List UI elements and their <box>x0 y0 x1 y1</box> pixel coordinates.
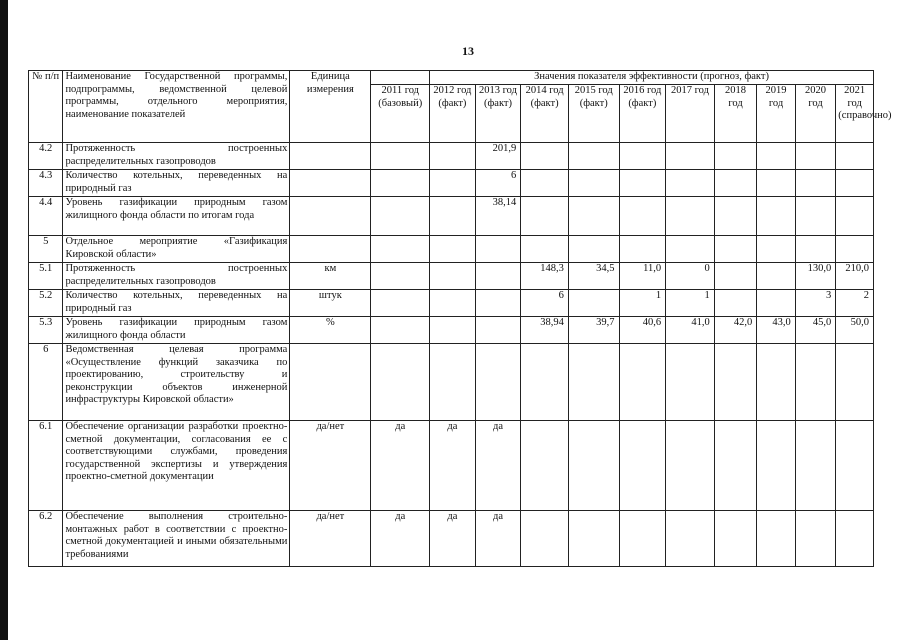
row-number: 4.2 <box>29 143 63 170</box>
row-unit: да/нет <box>290 421 371 511</box>
row-value-cell <box>521 197 569 236</box>
table-row <box>29 317 874 344</box>
row-value-cell <box>371 197 430 236</box>
row-value-cell: 38,14 <box>475 197 521 236</box>
row-value-cell <box>757 263 795 290</box>
row-value-cell: 3 <box>795 290 836 317</box>
row-value-cell: 0 <box>666 263 715 290</box>
row-number: 6.1 <box>29 421 63 511</box>
header-year-2020: 2020 год <box>795 85 836 143</box>
row-value-cell: да <box>371 511 430 567</box>
row-value-cell <box>619 236 666 263</box>
row-value-cell <box>795 344 836 421</box>
row-value-cell: 148,3 <box>521 263 569 290</box>
row-unit: % <box>290 317 371 344</box>
row-value-cell <box>714 421 757 511</box>
row-value-cell <box>666 236 715 263</box>
row-value-cell <box>666 197 715 236</box>
row-indicator-name: Обеспечение выполнения строительно-монтажных работ в соответствии с проектно-сметной документацией и иными обязательными требованиями <box>63 511 290 567</box>
table-row <box>29 511 874 567</box>
row-value-cell <box>666 170 715 197</box>
row-value-cell <box>371 170 430 197</box>
row-value-cell <box>666 143 715 170</box>
table-row <box>29 197 874 236</box>
row-value-cell <box>757 421 795 511</box>
row-value-cell <box>666 511 715 567</box>
row-value-cell <box>619 344 666 421</box>
header-blank-cell <box>371 71 430 85</box>
row-value-cell <box>714 197 757 236</box>
row-value-cell: 2 <box>836 290 874 317</box>
table-row <box>29 263 874 290</box>
row-value-cell: 40,6 <box>619 317 666 344</box>
header-unit: Единица измерения <box>290 71 371 143</box>
row-value-cell <box>430 143 476 170</box>
row-unit: да/нет <box>290 511 371 567</box>
row-unit <box>290 236 371 263</box>
row-value-cell: да <box>371 421 430 511</box>
row-value-cell: да <box>475 511 521 567</box>
row-number: 4.4 <box>29 197 63 236</box>
table-row <box>29 170 874 197</box>
table-row <box>29 344 874 421</box>
row-value-cell: да <box>475 421 521 511</box>
row-value-cell <box>568 344 619 421</box>
row-value-cell <box>714 236 757 263</box>
row-value-cell <box>430 170 476 197</box>
row-number: 6 <box>29 344 63 421</box>
row-value-cell <box>521 143 569 170</box>
row-number: 5.1 <box>29 263 63 290</box>
scan-edge-bar <box>0 0 8 640</box>
row-value-cell <box>619 511 666 567</box>
header-year-2016: 2016 год (факт) <box>619 85 666 143</box>
row-value-cell <box>371 344 430 421</box>
row-value-cell <box>836 170 874 197</box>
row-unit <box>290 170 371 197</box>
header-year-2021: 2021 год (справочно) <box>836 85 874 143</box>
row-value-cell <box>521 236 569 263</box>
row-value-cell: 11,0 <box>619 263 666 290</box>
row-number: 6.2 <box>29 511 63 567</box>
row-value-cell: 50,0 <box>836 317 874 344</box>
header-name: Наименование Государственной программы, подпрограммы, ведомственной целевой программы, отдельного мероприятия, наименование показателей <box>63 71 290 143</box>
row-unit: штук <box>290 290 371 317</box>
row-value-cell <box>714 344 757 421</box>
header-year-2015: 2015 год (факт) <box>568 85 619 143</box>
row-value-cell <box>757 170 795 197</box>
row-value-cell <box>757 344 795 421</box>
row-unit <box>290 143 371 170</box>
row-value-cell <box>836 143 874 170</box>
row-value-cell <box>757 290 795 317</box>
row-value-cell <box>795 197 836 236</box>
row-value-cell <box>430 344 476 421</box>
row-indicator-name: Количество котельных, переведенных на природный газ <box>63 290 290 317</box>
row-value-cell <box>430 197 476 236</box>
row-value-cell <box>666 344 715 421</box>
header-num: № п/п <box>29 71 63 143</box>
row-value-cell <box>568 197 619 236</box>
row-value-cell <box>619 170 666 197</box>
row-value-cell <box>475 344 521 421</box>
header-year-2019: 2019 год <box>757 85 795 143</box>
row-value-cell: 39,7 <box>568 317 619 344</box>
row-number: 5.2 <box>29 290 63 317</box>
row-indicator-name: Ведомственная целевая программа «Осуществление функций заказчика по проектированию, строительству и реконструкции объектов инженерной инфраструктуры Кировской области» <box>63 344 290 421</box>
row-value-cell <box>430 317 476 344</box>
row-value-cell <box>795 143 836 170</box>
row-value-cell: 210,0 <box>836 263 874 290</box>
row-value-cell <box>757 143 795 170</box>
page-number: 13 <box>462 44 474 58</box>
row-value-cell: 201,9 <box>475 143 521 170</box>
header-year-2017: 2017 год <box>666 85 715 143</box>
row-value-cell <box>795 170 836 197</box>
row-unit: км <box>290 263 371 290</box>
header-year-2012: 2012 год (факт) <box>430 85 476 143</box>
row-value-cell <box>757 236 795 263</box>
row-value-cell: 6 <box>475 170 521 197</box>
row-indicator-name: Протяженность построенных распределительных газопроводов <box>63 263 290 290</box>
row-value-cell <box>714 143 757 170</box>
row-value-cell <box>619 197 666 236</box>
row-value-cell <box>714 511 757 567</box>
row-value-cell <box>619 421 666 511</box>
row-value-cell <box>521 421 569 511</box>
row-indicator-name: Протяженность построенных распределительных газопроводов <box>63 143 290 170</box>
row-indicator-name: Количество котельных, переведенных на природный газ <box>63 170 290 197</box>
row-value-cell: 43,0 <box>757 317 795 344</box>
row-value-cell <box>757 511 795 567</box>
row-value-cell <box>836 511 874 567</box>
row-indicator-name: Обеспечение организации разработки проектно-сметной документации, согласования ее с соответствующими службами, проведения государственной экспертизы и утверждения проектно-сметной документации <box>63 421 290 511</box>
header-year-2013: 2013 год (факт) <box>475 85 521 143</box>
row-value-cell: 45,0 <box>795 317 836 344</box>
row-value-cell: 1 <box>619 290 666 317</box>
row-value-cell <box>795 511 836 567</box>
row-value-cell <box>795 236 836 263</box>
row-value-cell <box>568 236 619 263</box>
row-value-cell <box>475 290 521 317</box>
row-value-cell <box>430 263 476 290</box>
row-value-cell <box>371 236 430 263</box>
row-value-cell <box>568 290 619 317</box>
row-value-cell <box>371 290 430 317</box>
row-value-cell <box>714 290 757 317</box>
row-value-cell <box>568 170 619 197</box>
row-indicator-name: Отдельное мероприятие «Газификация Кировской области» <box>63 236 290 263</box>
row-value-cell <box>568 143 619 170</box>
header-values-title: Значения показателя эффективности (прогноз, факт) <box>430 71 874 85</box>
row-value-cell: да <box>430 511 476 567</box>
table-row <box>29 236 874 263</box>
row-number: 4.3 <box>29 170 63 197</box>
row-value-cell <box>619 143 666 170</box>
row-value-cell <box>568 511 619 567</box>
row-value-cell <box>521 511 569 567</box>
row-value-cell <box>521 344 569 421</box>
row-value-cell: 130,0 <box>795 263 836 290</box>
header-year-2018: 2018 год <box>714 85 757 143</box>
row-value-cell: 6 <box>521 290 569 317</box>
row-value-cell <box>795 421 836 511</box>
row-value-cell <box>836 236 874 263</box>
row-value-cell <box>568 421 619 511</box>
row-value-cell <box>430 236 476 263</box>
row-value-cell: да <box>430 421 476 511</box>
row-value-cell <box>666 421 715 511</box>
row-unit <box>290 197 371 236</box>
row-indicator-name: Уровень газификации природным газом жилищного фонда области <box>63 317 290 344</box>
header-year-2011: 2011 год (базовый) <box>371 85 430 143</box>
row-value-cell <box>430 290 476 317</box>
row-indicator-name: Уровень газификации природным газом жилищного фонда области по итогам года <box>63 197 290 236</box>
row-value-cell <box>836 344 874 421</box>
row-number: 5 <box>29 236 63 263</box>
row-value-cell <box>714 263 757 290</box>
row-value-cell <box>475 236 521 263</box>
row-value-cell <box>521 170 569 197</box>
row-value-cell <box>371 143 430 170</box>
row-value-cell <box>836 421 874 511</box>
row-value-cell <box>371 317 430 344</box>
row-value-cell <box>371 263 430 290</box>
row-unit <box>290 344 371 421</box>
table-row <box>29 290 874 317</box>
row-number: 5.3 <box>29 317 63 344</box>
row-value-cell <box>714 170 757 197</box>
row-value-cell <box>475 317 521 344</box>
row-value-cell: 38,94 <box>521 317 569 344</box>
row-value-cell: 34,5 <box>568 263 619 290</box>
table-row <box>29 421 874 511</box>
row-value-cell: 42,0 <box>714 317 757 344</box>
row-value-cell <box>836 197 874 236</box>
table-row <box>29 143 874 170</box>
performance-indicators-table <box>28 70 892 567</box>
header-year-2014: 2014 год (факт) <box>521 85 569 143</box>
row-value-cell: 1 <box>666 290 715 317</box>
row-value-cell <box>757 197 795 236</box>
row-value-cell: 41,0 <box>666 317 715 344</box>
row-value-cell <box>475 263 521 290</box>
